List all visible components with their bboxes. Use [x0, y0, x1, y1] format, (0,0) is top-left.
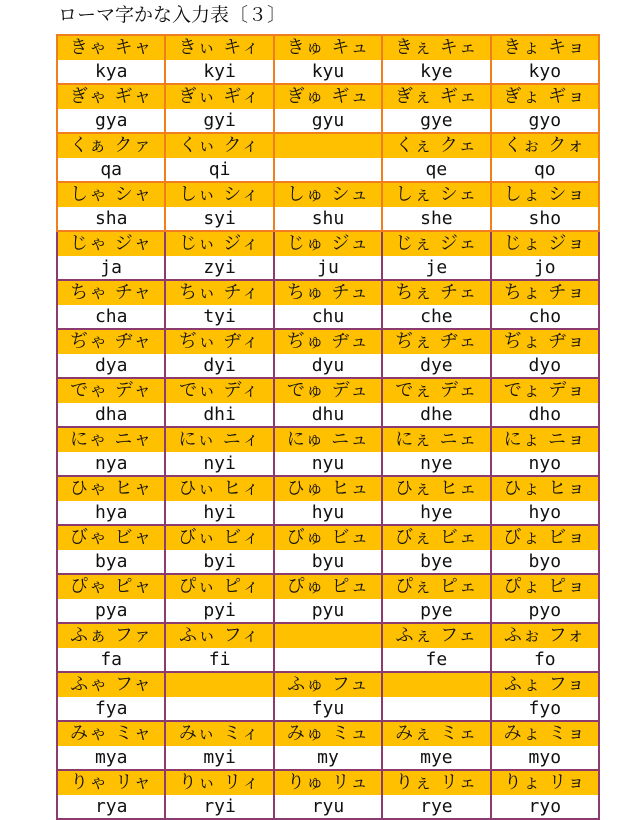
kana-cell: びぇ ビェ — [382, 525, 490, 550]
romaji-row — [57, 60, 599, 84]
kana-cell: でぃ ディ — [165, 378, 273, 403]
romaji-row — [57, 256, 599, 280]
kana-cell: みょ ミョ — [491, 721, 599, 746]
kana-cell: みゅ ミュ — [274, 721, 382, 746]
kana-cell: にゃ ニャ — [57, 427, 165, 452]
romaji-kana-table — [56, 34, 600, 820]
kana-cell: しょ ショ — [491, 182, 599, 207]
romaji-cell: syi — [165, 207, 273, 231]
romaji-cell: dyo — [491, 354, 599, 378]
romaji-row — [57, 158, 599, 182]
romaji-cell: kyi — [165, 60, 273, 84]
romaji-cell: chu — [274, 305, 382, 329]
kana-cell: にゅ ニュ — [274, 427, 382, 452]
romaji-cell: dha — [57, 403, 165, 427]
romaji-row — [57, 648, 599, 672]
kana-cell: きゃ キャ — [57, 35, 165, 60]
romaji-cell: dhe — [382, 403, 490, 427]
romaji-cell: nyu — [274, 452, 382, 476]
romaji-cell: dyi — [165, 354, 273, 378]
romaji-cell: fyo — [491, 697, 599, 721]
kana-cell: くぇ クェ — [382, 133, 490, 158]
kana-cell: くぃ クィ — [165, 133, 273, 158]
romaji-cell: qe — [382, 158, 490, 182]
romaji-cell: pya — [57, 599, 165, 623]
kana-cell — [274, 133, 382, 158]
romaji-cell: che — [382, 305, 490, 329]
kana-cell: ぢょ ヂョ — [491, 329, 599, 354]
romaji-cell: pye — [382, 599, 490, 623]
romaji-cell: cha — [57, 305, 165, 329]
kana-cell: ふぁ ファ — [57, 623, 165, 648]
kana-cell: でょ デョ — [491, 378, 599, 403]
romaji-cell: dho — [491, 403, 599, 427]
kana-row — [57, 427, 599, 452]
kana-cell: ちゅ チュ — [274, 280, 382, 305]
romaji-cell: gyu — [274, 109, 382, 133]
romaji-cell: fyu — [274, 697, 382, 721]
romaji-cell: pyi — [165, 599, 273, 623]
romaji-cell: fa — [57, 648, 165, 672]
kana-row — [57, 182, 599, 207]
romaji-cell: byi — [165, 550, 273, 574]
kana-cell: にぃ ニィ — [165, 427, 273, 452]
kana-cell: ひゃ ヒャ — [57, 476, 165, 501]
romaji-cell: ju — [274, 256, 382, 280]
romaji-cell — [274, 158, 382, 182]
kana-cell: じぃ ジィ — [165, 231, 273, 256]
romaji-cell: qo — [491, 158, 599, 182]
romaji-cell: pyo — [491, 599, 599, 623]
romaji-cell: cho — [491, 305, 599, 329]
kana-cell: ぢぃ ヂィ — [165, 329, 273, 354]
kana-cell: ちぃ チィ — [165, 280, 273, 305]
kana-cell: じゃ ジャ — [57, 231, 165, 256]
kana-cell: びぃ ビィ — [165, 525, 273, 550]
kana-cell: ちぇ チェ — [382, 280, 490, 305]
romaji-cell: gyi — [165, 109, 273, 133]
kana-row — [57, 672, 599, 697]
romaji-row — [57, 354, 599, 378]
kana-cell: でぇ デェ — [382, 378, 490, 403]
kana-cell: ひぇ ヒェ — [382, 476, 490, 501]
romaji-cell: dye — [382, 354, 490, 378]
kana-cell: きぃ キィ — [165, 35, 273, 60]
kana-row — [57, 84, 599, 109]
kana-cell — [382, 672, 490, 697]
romaji-cell: bye — [382, 550, 490, 574]
kana-cell: ふぇ フェ — [382, 623, 490, 648]
kana-row — [57, 574, 599, 599]
kana-cell: びょ ビョ — [491, 525, 599, 550]
romaji-row — [57, 697, 599, 721]
kana-cell: ぎゅ ギュ — [274, 84, 382, 109]
kana-row — [57, 329, 599, 354]
romaji-row — [57, 452, 599, 476]
kana-cell: ぢゅ ヂュ — [274, 329, 382, 354]
romaji-cell: nyo — [491, 452, 599, 476]
kana-row — [57, 721, 599, 746]
romaji-cell: myo — [491, 746, 599, 770]
kana-cell: しゅ シュ — [274, 182, 382, 207]
romaji-cell: sha — [57, 207, 165, 231]
kana-cell: しゃ シャ — [57, 182, 165, 207]
romaji-row — [57, 599, 599, 623]
kana-cell: りぇ リェ — [382, 770, 490, 795]
kana-cell: でゅ デュ — [274, 378, 382, 403]
romaji-cell: myi — [165, 746, 273, 770]
romaji-cell: sho — [491, 207, 599, 231]
kana-cell: りぃ リィ — [165, 770, 273, 795]
kana-cell: みぇ ミェ — [382, 721, 490, 746]
romaji-cell — [274, 648, 382, 672]
romaji-cell: pyu — [274, 599, 382, 623]
romaji-cell: jo — [491, 256, 599, 280]
kana-cell — [165, 672, 273, 697]
kana-cell: ぴぇ ピェ — [382, 574, 490, 599]
romaji-cell: ryu — [274, 795, 382, 819]
kana-cell: ぢぇ ヂェ — [382, 329, 490, 354]
kana-row — [57, 231, 599, 256]
romaji-cell: fe — [382, 648, 490, 672]
romaji-cell: gyo — [491, 109, 599, 133]
romaji-cell: kyu — [274, 60, 382, 84]
romaji-row — [57, 305, 599, 329]
romaji-cell — [165, 697, 273, 721]
kana-cell: きぇ キェ — [382, 35, 490, 60]
kana-cell: ふぃ フィ — [165, 623, 273, 648]
kana-cell: きゅ キュ — [274, 35, 382, 60]
romaji-cell: nye — [382, 452, 490, 476]
kana-cell: きょ キョ — [491, 35, 599, 60]
romaji-cell: je — [382, 256, 490, 280]
kana-cell: くぉ クォ — [491, 133, 599, 158]
romaji-cell: qi — [165, 158, 273, 182]
kana-cell: ぎぃ ギィ — [165, 84, 273, 109]
page-title: ローマ字かな入力表〔３〕 — [58, 4, 287, 26]
kana-row — [57, 280, 599, 305]
kana-cell: じゅ ジュ — [274, 231, 382, 256]
kana-cell: くぁ クァ — [57, 133, 165, 158]
kana-cell: ぴゃ ピャ — [57, 574, 165, 599]
kana-cell: ぴぃ ピィ — [165, 574, 273, 599]
romaji-cell: dhu — [274, 403, 382, 427]
romaji-cell: fo — [491, 648, 599, 672]
romaji-cell: hyu — [274, 501, 382, 525]
kana-cell: ぴゅ ピュ — [274, 574, 382, 599]
kana-cell: しぇ シェ — [382, 182, 490, 207]
romaji-cell: ryo — [491, 795, 599, 819]
kana-cell: じょ ジョ — [491, 231, 599, 256]
kana-row — [57, 35, 599, 60]
kana-cell: ぎぇ ギェ — [382, 84, 490, 109]
kana-cell: りょ リョ — [491, 770, 599, 795]
kana-row — [57, 476, 599, 501]
romaji-row — [57, 746, 599, 770]
kana-cell: にぇ ニェ — [382, 427, 490, 452]
romaji-cell: fya — [57, 697, 165, 721]
kana-cell: じぇ ジェ — [382, 231, 490, 256]
kana-cell: しぃ シィ — [165, 182, 273, 207]
kana-cell: ふゅ フュ — [274, 672, 382, 697]
kana-cell: ふぉ フォ — [491, 623, 599, 648]
table-body — [57, 35, 599, 819]
romaji-cell: hyo — [491, 501, 599, 525]
romaji-cell: kyo — [491, 60, 599, 84]
kana-cell: ひょ ヒョ — [491, 476, 599, 501]
kana-cell: ぴょ ピョ — [491, 574, 599, 599]
kana-cell: みゃ ミャ — [57, 721, 165, 746]
kana-row — [57, 623, 599, 648]
romaji-cell: dhi — [165, 403, 273, 427]
romaji-cell: nya — [57, 452, 165, 476]
kana-cell: びゃ ビャ — [57, 525, 165, 550]
romaji-row — [57, 795, 599, 819]
kana-cell: ふゃ フャ — [57, 672, 165, 697]
romaji-cell: my — [274, 746, 382, 770]
romaji-row — [57, 403, 599, 427]
romaji-cell: dya — [57, 354, 165, 378]
romaji-cell: rya — [57, 795, 165, 819]
kana-cell: にょ ニョ — [491, 427, 599, 452]
kana-cell: ひぃ ヒィ — [165, 476, 273, 501]
romaji-cell: tyi — [165, 305, 273, 329]
romaji-cell: hye — [382, 501, 490, 525]
romaji-row — [57, 207, 599, 231]
kana-cell: でゃ デャ — [57, 378, 165, 403]
kana-cell: りゅ リュ — [274, 770, 382, 795]
romaji-cell: byu — [274, 550, 382, 574]
romaji-cell: ryi — [165, 795, 273, 819]
romaji-cell: hya — [57, 501, 165, 525]
kana-cell — [274, 623, 382, 648]
romaji-row — [57, 550, 599, 574]
romaji-cell: mya — [57, 746, 165, 770]
romaji-cell: fi — [165, 648, 273, 672]
romaji-cell — [382, 697, 490, 721]
romaji-cell: kya — [57, 60, 165, 84]
kana-row — [57, 770, 599, 795]
romaji-cell: hyi — [165, 501, 273, 525]
romaji-cell: kye — [382, 60, 490, 84]
romaji-cell: ja — [57, 256, 165, 280]
romaji-cell: shu — [274, 207, 382, 231]
romaji-cell: gye — [382, 109, 490, 133]
romaji-cell: she — [382, 207, 490, 231]
romaji-cell: zyi — [165, 256, 273, 280]
kana-cell: ぢゃ ヂャ — [57, 329, 165, 354]
kana-row — [57, 133, 599, 158]
kana-cell: ちょ チョ — [491, 280, 599, 305]
kana-cell: ちゃ チャ — [57, 280, 165, 305]
romaji-row — [57, 501, 599, 525]
romaji-cell: rye — [382, 795, 490, 819]
kana-cell: ふょ フョ — [491, 672, 599, 697]
kana-cell: ぎょ ギョ — [491, 84, 599, 109]
romaji-cell: byo — [491, 550, 599, 574]
romaji-row — [57, 109, 599, 133]
kana-cell: りゃ リャ — [57, 770, 165, 795]
romaji-cell: mye — [382, 746, 490, 770]
kana-row — [57, 378, 599, 403]
romaji-cell: bya — [57, 550, 165, 574]
kana-row — [57, 525, 599, 550]
romaji-cell: qa — [57, 158, 165, 182]
kana-cell: びゅ ビュ — [274, 525, 382, 550]
kana-cell: みぃ ミィ — [165, 721, 273, 746]
kana-cell: ひゅ ヒュ — [274, 476, 382, 501]
kana-cell: ぎゃ ギャ — [57, 84, 165, 109]
romaji-cell: gya — [57, 109, 165, 133]
romaji-cell: dyu — [274, 354, 382, 378]
romaji-cell: nyi — [165, 452, 273, 476]
